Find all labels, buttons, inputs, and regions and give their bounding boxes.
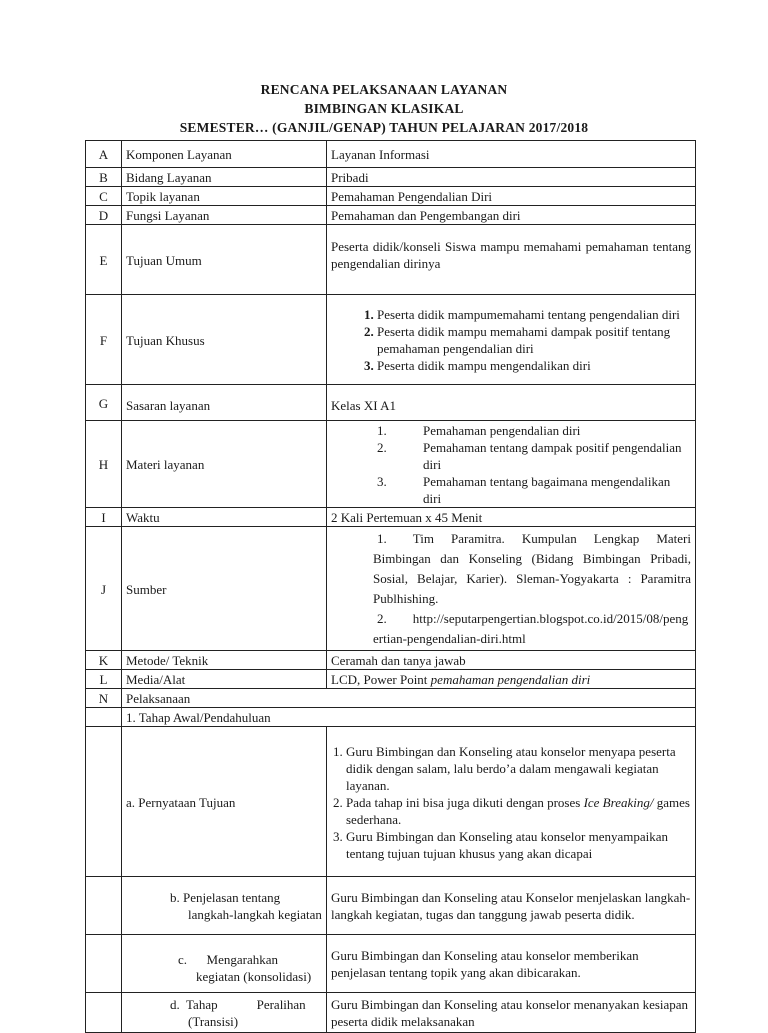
row-code: E — [86, 225, 122, 295]
sumber-item-1: 1. Tim Paramitra. Kumpulan Lengkap Materi Bimbingan dan Konseling (Bidang Bimbingan Pribadi, Sosial, Belajar, Karier). Sleman-Yogyakarta : Paramitra Publhishing. — [373, 531, 691, 606]
row-code: H — [86, 421, 122, 508]
row-e — [86, 225, 696, 295]
pernyataan-list — [331, 743, 691, 862]
row-label: Tujuan Umum — [122, 225, 327, 295]
row-k — [86, 651, 696, 670]
row-value: Ceramah dan tanya jawab — [327, 651, 696, 670]
row-f — [86, 295, 696, 385]
row-code: B — [86, 168, 122, 187]
row-c — [86, 187, 696, 206]
row-label: Topik layanan — [122, 187, 327, 206]
row-code: L — [86, 670, 122, 689]
row-g — [86, 385, 696, 421]
row-value: LCD, Power Point pemahaman pengendalian diri — [327, 670, 696, 689]
title-line-1: RENCANA PELAKSANAAN LAYANAN — [260, 82, 508, 97]
row-code: A — [86, 141, 122, 168]
row-value — [327, 527, 696, 651]
row-label: Sumber — [122, 527, 327, 651]
row-label: Materi layanan — [122, 421, 327, 508]
list-item: 2. Peserta didik mampu memahami dampak positif tentang pemahaman pengendalian diri — [377, 323, 691, 357]
materi-list — [331, 422, 691, 507]
list-item: 1. Guru Bimbingan dan Konseling atau konselor menyapa peserta didik dengan salam, lalu berdo’a dalam mengawali kegiatan layanan. — [346, 743, 691, 794]
row-penjelasan — [86, 877, 696, 935]
sub-label: d. Tahap Peralihan (Transisi) — [122, 993, 327, 1033]
row-label: Media/Alat — [122, 670, 327, 689]
row-label: Waktu — [122, 508, 327, 527]
list-item: 3. Peserta didik mampu mengendalikan diri — [377, 357, 691, 374]
row-value — [327, 421, 696, 508]
row-d — [86, 206, 696, 225]
sub-value — [327, 727, 696, 877]
row-j — [86, 527, 696, 651]
row-n — [86, 689, 696, 708]
row-value: Layanan Informasi — [327, 141, 696, 168]
row-code: I — [86, 508, 122, 527]
row-transisi — [86, 993, 696, 1033]
row-label: Tujuan Khusus — [122, 295, 327, 385]
row-konsolidasi — [86, 935, 696, 993]
row-label: Fungsi Layanan — [122, 206, 327, 225]
row-code: C — [86, 187, 122, 206]
sub-value: Guru Bimbingan dan Konseling atau konselor menanyakan kesiapan peserta didik melaksanakan — [327, 993, 696, 1033]
stage-title: 1. Tahap Awal/Pendahuluan — [122, 708, 696, 727]
row-value: Peserta didik/konseli Siswa mampu memahami pemahaman tentang pengendalian dirinya — [327, 225, 696, 295]
row-l — [86, 670, 696, 689]
rpl-table — [85, 140, 696, 1033]
sub-label: c. Mengarahkan kegiatan (konsolidasi) — [122, 935, 327, 993]
row-value: 2 Kali Pertemuan x 45 Menit — [327, 508, 696, 527]
row-a — [86, 141, 696, 168]
row-code: G — [86, 385, 122, 421]
title-line-2: BIMBINGAN KLASIKAL — [304, 101, 464, 116]
sub-value: Guru Bimbingan dan Konseling atau konselor memberikan penjelasan tentang topik yang akan dibicarakan. — [327, 935, 696, 993]
list-item: 3. Pemahaman tentang bagaimana mengendalikan diri — [377, 474, 671, 506]
list-item: 2. Pemahaman tentang dampak positif pengendalian diri — [377, 440, 682, 472]
row-b — [86, 168, 696, 187]
list-item: 1. Pemahaman pengendalian diri — [377, 423, 581, 438]
row-value: Kelas XI A1 — [327, 385, 696, 421]
row-label: Pelaksanaan — [122, 689, 696, 708]
row-label: Komponen Layanan — [122, 141, 327, 168]
row-code: D — [86, 206, 122, 225]
sub-value: Guru Bimbingan dan Konseling atau Konselor menjelaskan langkah-langkah kegiatan, tugas dan tanggung jawab peserta didik. — [327, 877, 696, 935]
row-code: N — [86, 689, 122, 708]
row-pernyataan-tujuan — [86, 727, 696, 877]
document-header — [0, 80, 768, 137]
row-code: J — [86, 527, 122, 651]
list-item: 2. Pada tahap ini bisa juga dikuti dengan proses Ice Breaking/ games sederhana. — [346, 794, 691, 828]
row-label: Metode/ Teknik — [122, 651, 327, 670]
row-value — [327, 295, 696, 385]
sub-label: b. Penjelasan tentang langkah-langkah kegiatan — [122, 877, 327, 935]
row-label: Bidang Layanan — [122, 168, 327, 187]
row-i — [86, 508, 696, 527]
row-value: Pribadi — [327, 168, 696, 187]
row-value: Pemahaman dan Pengembangan diri — [327, 206, 696, 225]
row-h — [86, 421, 696, 508]
tujuan-khusus-list — [331, 306, 691, 374]
row-code: F — [86, 295, 122, 385]
sumber-item-2: 2. http://seputarpengertian.blogspot.co.id/2015/08/pengertian-pengendalian-diri.html — [373, 611, 689, 646]
row-label: Sasaran layanan — [122, 385, 327, 421]
list-item: 1. Peserta didik mampumemahami tentang pengendalian diri — [377, 306, 691, 323]
list-item: 3. Guru Bimbingan dan Konseling atau konselor menyampaikan tentang tujuan tujuan khusus yang akan dicapai — [346, 828, 691, 862]
row-value: Pemahaman Pengendalian Diri — [327, 187, 696, 206]
sub-label: a. Pernyataan Tujuan — [122, 727, 327, 877]
title-line-3: SEMESTER… (GANJIL/GENAP) TAHUN PELAJARAN 2017/2018 — [179, 120, 589, 135]
row-code: K — [86, 651, 122, 670]
row-stage-1 — [86, 708, 696, 727]
